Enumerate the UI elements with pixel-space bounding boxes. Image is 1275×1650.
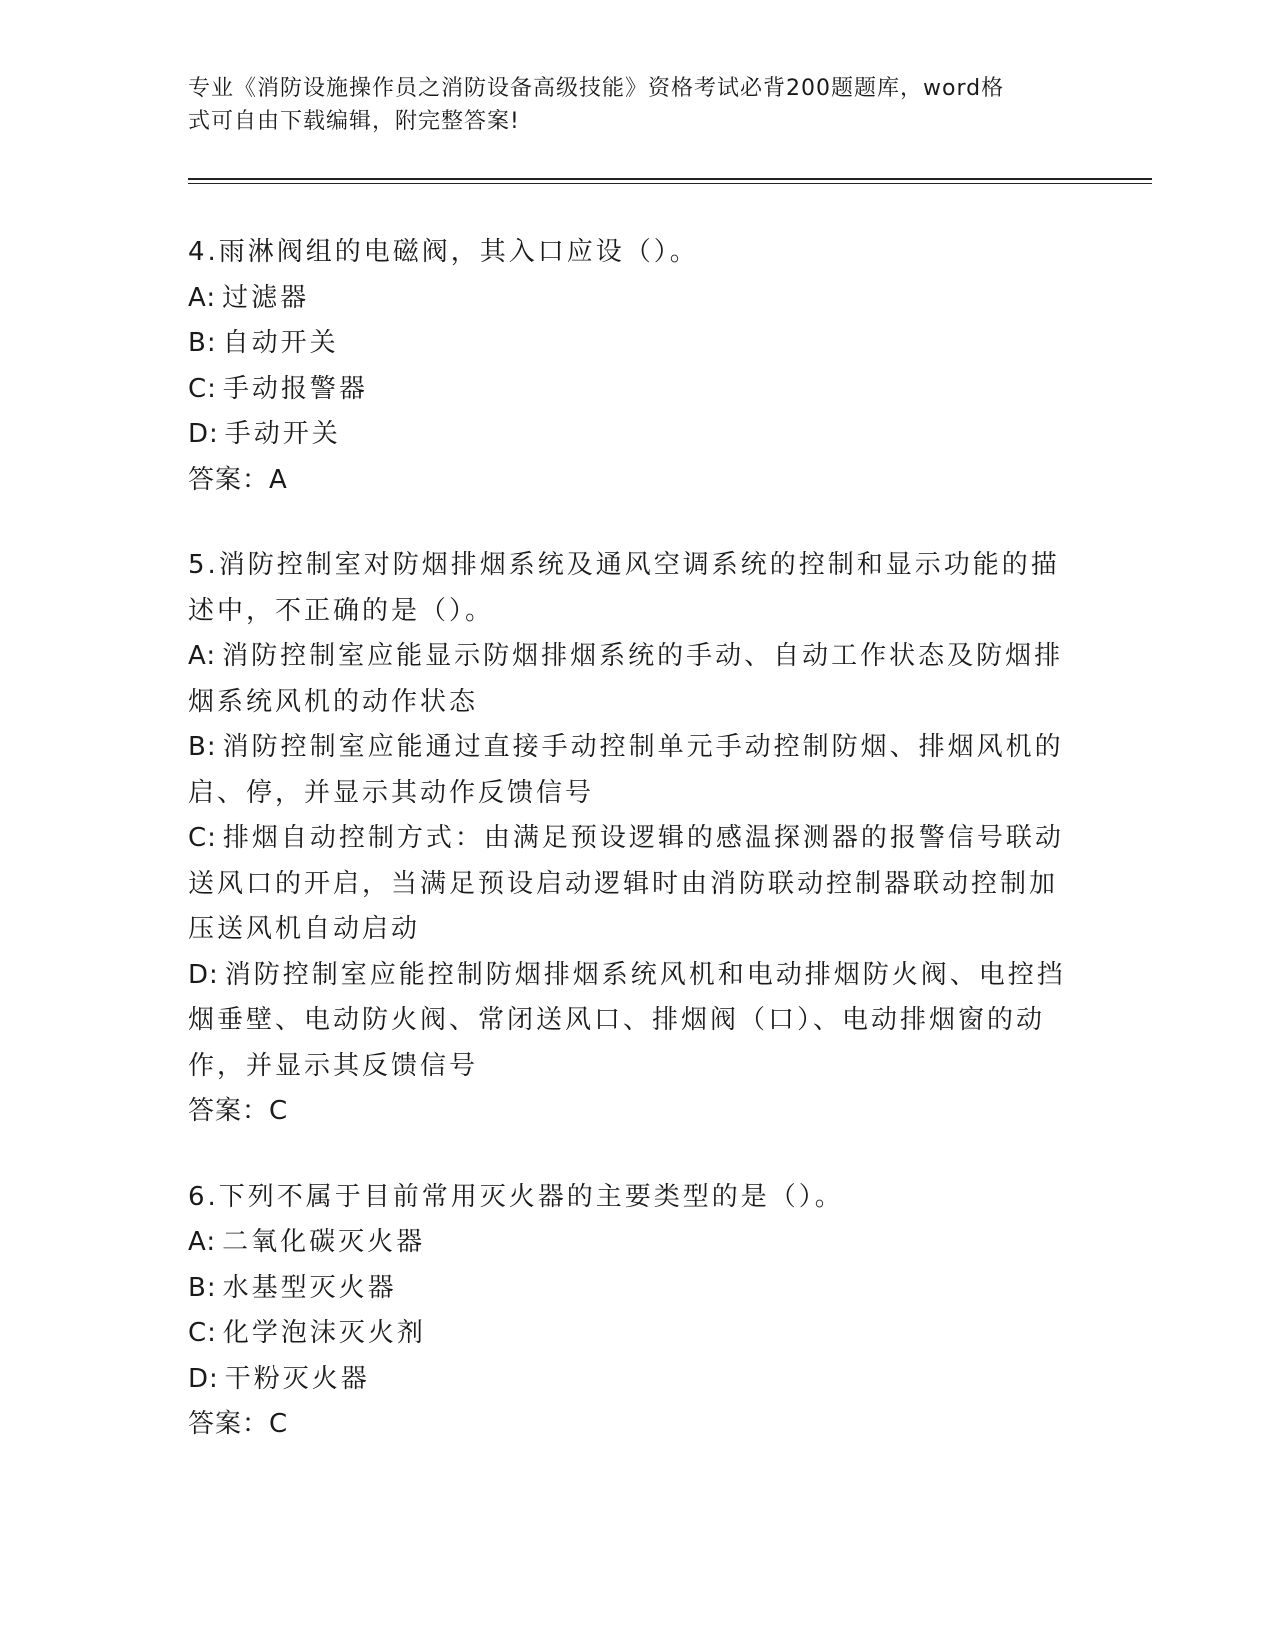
question-stem: 5.消防控制室对防烟排烟系统及通风空调系统的控制和显示功能的描 xyxy=(188,550,1060,580)
header-divider-thin xyxy=(188,183,1152,184)
option-c: C: 化学泡沫灭火剂 xyxy=(188,1318,426,1348)
question-item xyxy=(188,543,1088,1135)
answer-line: 答案：A xyxy=(188,464,288,495)
question-stem: 4.雨淋阀组的电磁阀，其入口应设（）。 xyxy=(188,237,699,267)
document-header xyxy=(188,72,1068,138)
option-b: B: 自动开关 xyxy=(188,328,339,358)
answer-line: 答案：C xyxy=(188,1409,289,1439)
option-b: B: 消防控制室应能通过直接手动控制单元手动控制防烟、排烟风机的 xyxy=(188,732,1064,762)
question-list xyxy=(188,230,1088,1488)
option-c-cont: 送风口的开启，当满足预设启动逻辑时由消防联动控制器联动控制加 xyxy=(188,868,1059,899)
option-d: D: 消防控制室应能控制防烟排烟系统风机和电动排烟防火阀、电控挡 xyxy=(188,959,1066,990)
option-a-cont: 烟系统风机的动作状态 xyxy=(188,686,479,717)
option-c: C: 手动报警器 xyxy=(188,373,368,404)
answer-line: 答案：C xyxy=(188,1096,289,1126)
header-line-2: 式可自由下载编辑，附完整答案! xyxy=(188,109,520,134)
option-c: C: 排烟自动控制方式：由满足预设逻辑的感温探测器的报警信号联动 xyxy=(188,823,1064,853)
question-stem: 6.下列不属于目前常用灭火器的主要类型的是（）。 xyxy=(188,1181,844,1212)
option-b: B: 水基型灭火器 xyxy=(188,1272,397,1303)
option-a: A: 消防控制室应能显示防烟排烟系统的手动、自动工作状态及防烟排 xyxy=(188,641,1064,671)
option-d: D: 干粉灭火器 xyxy=(188,1363,370,1394)
question-stem-cont: 述中，不正确的是（）。 xyxy=(188,595,495,626)
option-d: D: 手动开关 xyxy=(188,419,341,449)
option-c-cont: 压送风机自动启动 xyxy=(188,914,421,944)
option-a: A: 二氧化碳灭火器 xyxy=(188,1227,426,1257)
header-line-1: 专业《消防设施操作员之消防设备高级技能》资格考试必背200题题库，word格 xyxy=(188,76,1005,101)
option-d-cont: 烟垂壁、电动防火阀、常闭送风口、排烟阀（口）、电动排烟窗的动 xyxy=(188,1005,1046,1035)
option-b-cont: 启、停，并显示其动作反馈信号 xyxy=(188,777,595,808)
question-item xyxy=(188,230,1088,503)
question-item xyxy=(188,1175,1088,1448)
option-a: A: 过滤器 xyxy=(188,282,310,313)
option-d-cont: 作，并显示其反馈信号 xyxy=(188,1050,479,1081)
header-divider-thick xyxy=(188,178,1152,180)
